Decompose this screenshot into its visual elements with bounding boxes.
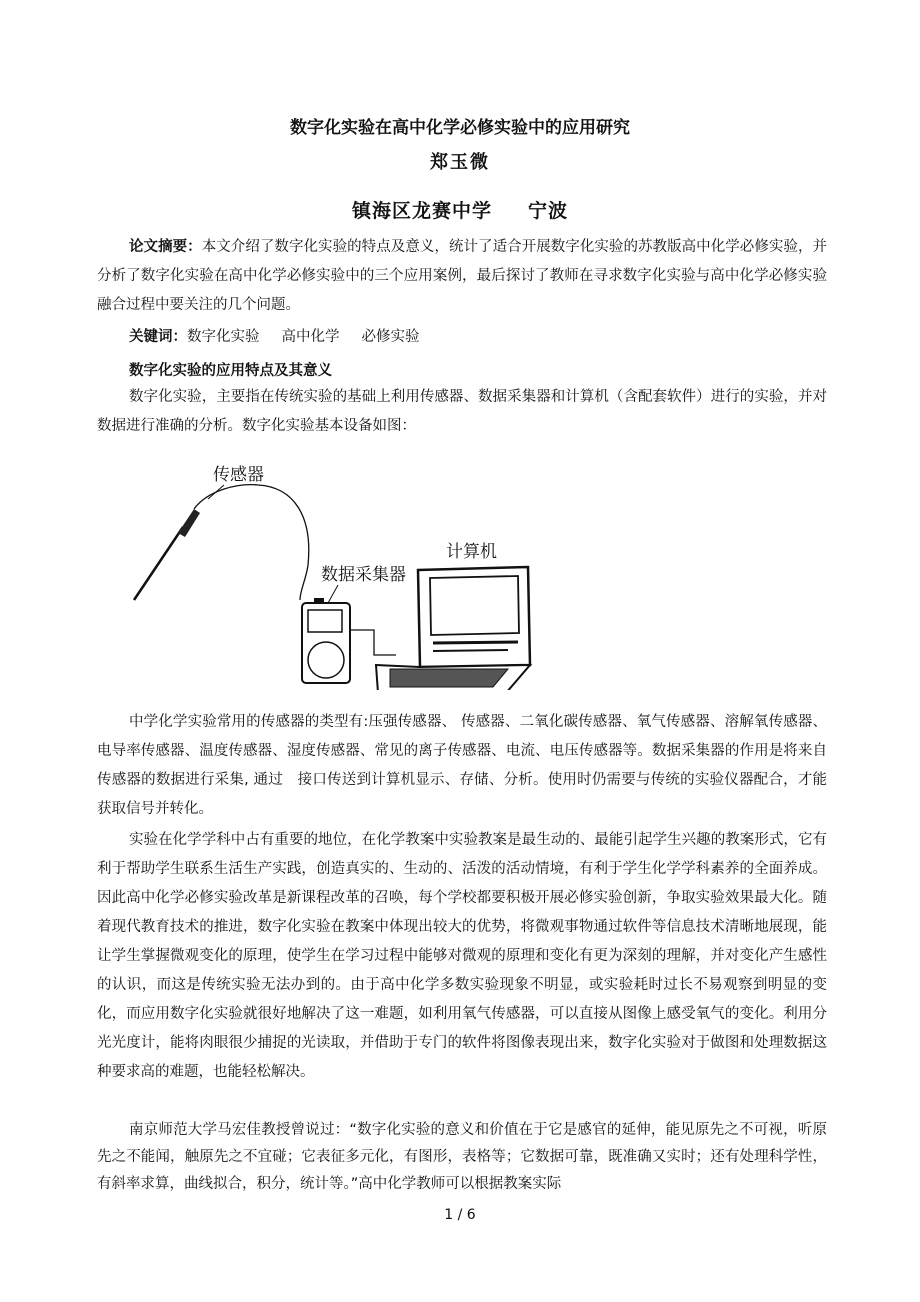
sensor-label: 传感器	[213, 465, 264, 485]
computer-label: 计算机	[446, 542, 497, 562]
collector-label: 数据采集器	[321, 565, 406, 585]
keyword-item: 必修实验	[361, 329, 420, 345]
page-number: 1 / 6	[444, 1207, 476, 1223]
affiliation-school: 镇海区龙赛中学	[351, 200, 492, 222]
abstract-label: 论文摘要：	[129, 239, 202, 255]
paper-title: 数字化实验在高中化学必修实验中的应用研究	[290, 118, 630, 138]
paragraph: 南京师范大学马宏佳教授曾说过：“数字化实验的意义和价值在于它是感官的延伸，能见原先之不可视，听原先之不能闻，触原先之不宜碰；它表征多元化，有图形，表格等；它数据可靠，既准确又实时；还有处理科学性，有斜率求算，曲线拟合，积分，统计等。”高中化学教师可以根据教案实际	[97, 1122, 827, 1192]
paragraph: 中学化学实验常用的传感器的类型有:压强传感器、 传感器、二氧化碳传感器、氧气传感器、溶解氧传感器、电导率传感器、温度传感器、湿度传感器、常见的离子传感器、电流、电压传感器等。数据采集器的作用是将来自传感器的数据进行采集, 通过 接口传送到计算机显示、存储、分析。使用时仍需要与传统的实验仪器配合，才能获取信号并转化。	[97, 714, 827, 817]
keyword-item: 数字化实验	[187, 329, 260, 345]
paragraph: 实验在化学学科中占有重要的地位，在化学教案中实验教案是最生动的、最能引起学生兴趣的教案形式，它有利于帮助学生联系生活生产实践，创造真实的、生动的、活泼的活动情境，有利于学生化学学科素养的全面养成。因此高中化学必修实验改革是新课程改革的召唤，每个学校都要积极开展必修实验创新，争取实验效果最大化。随着现代教育技术的推进，数字化实验在教案中体现出较大的优势，将微观事物通过软件等信息技术清晰地展现，能让学生掌握微观变化的原理，使学生在学习过程中能够对微观的原理和变化有更为深刻的理解，并对变化产生感性的认识，而这是传统实验无法办到的。由于高中化学多数实验现象不明显，或实验耗时过长不易观察到明显的变化，而应用数字化实验就很好地解决了这一难题，如利用氧气传感器，可以直接从图像上感受氧气的变化。利用分光光度计，能将肉眼很少捕捉的光读取，并借助于专门的软件将图像表现出来，数字化实验对于做图和处理数据这种要求高的难题，也能轻松解决。	[97, 832, 827, 1080]
paragraph: 数字化实验，主要指在传统实验的基础上利用传感器、数据采集器和计算机（含配套软件）进行的实验，并对数据进行准确的分析。数字化实验基本设备如图：	[97, 389, 827, 434]
keywords	[97, 323, 827, 352]
author-name: 郑玉微	[430, 152, 490, 173]
keywords-label: 关键词：	[129, 329, 187, 345]
affiliation-city: 宁波	[528, 200, 569, 222]
abstract	[97, 233, 827, 320]
abstract-text: 本文介绍了数字化实验的特点及意义，统计了适合开展数字化实验的苏教版高中化学必修实验，并分析了数字化实验在高中化学必修实验中的三个应用案例，最后探讨了教师在寻求数字化实验与高中化学必修实验融合过程中要关注的几个问题。	[97, 239, 828, 313]
affiliation	[0, 196, 920, 223]
data-collector-device	[302, 598, 350, 683]
keyword-item: 高中化学	[281, 329, 340, 345]
section-heading: 数字化实验的应用特点及其意义	[129, 363, 332, 379]
equipment-figure	[128, 455, 548, 690]
laptop-computer	[376, 567, 530, 690]
sensor-cable	[258, 485, 309, 600]
collector-cable	[350, 630, 396, 655]
sensor-probe	[134, 485, 258, 600]
